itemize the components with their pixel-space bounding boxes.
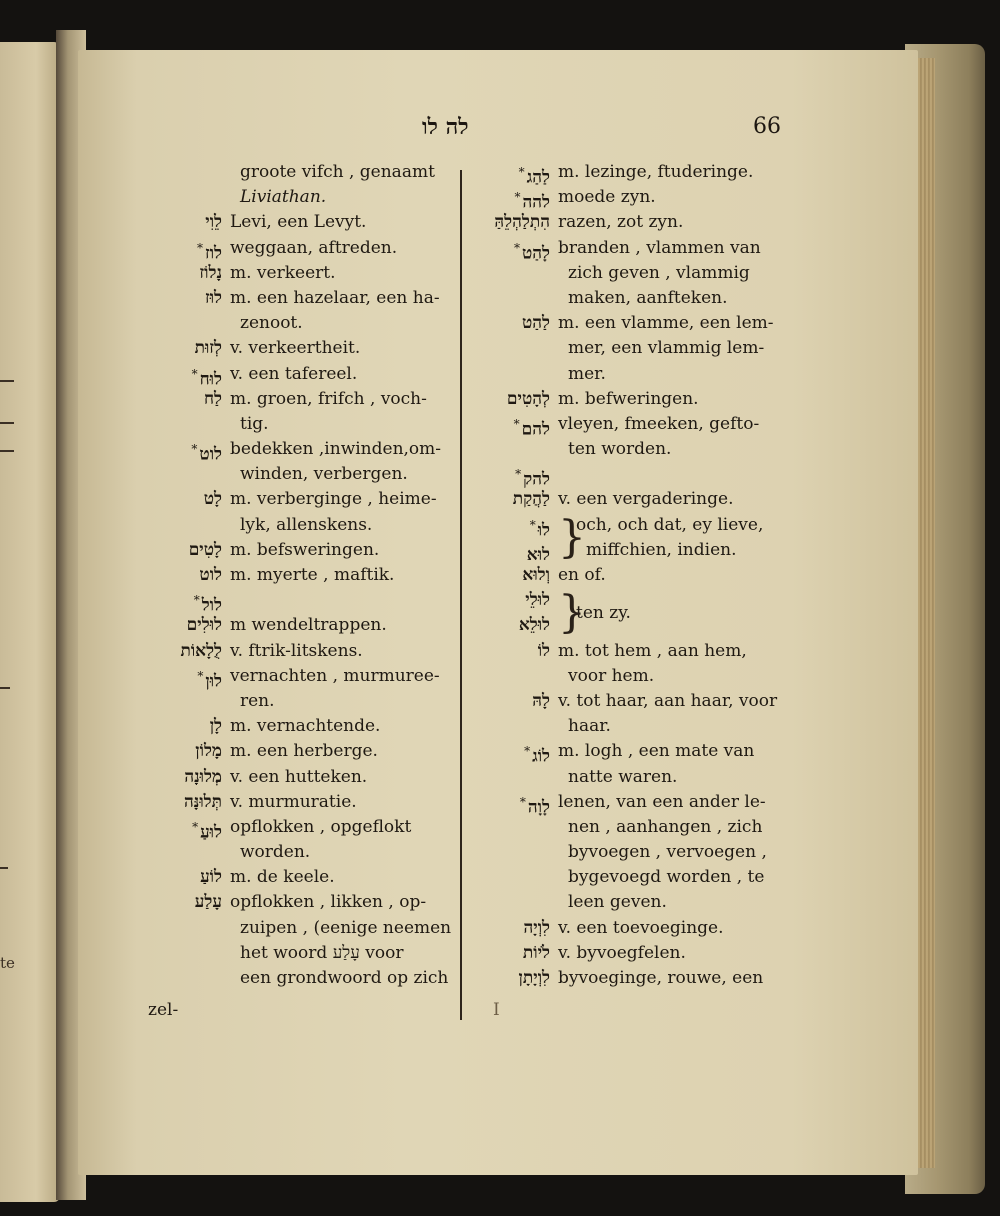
dictionary-entry [150, 613, 455, 638]
dictionary-headword: לָהּ [532, 690, 550, 711]
dictionary-entry [150, 538, 455, 563]
dictionary-headword: לוּא [526, 545, 550, 566]
entry-continuation [478, 336, 783, 361]
definition: v. ftrik-litskens. [230, 640, 363, 661]
definition: lyk, allenskens. [240, 514, 373, 535]
definition: lenen, van een ander le- [558, 791, 766, 812]
definition: v. byvoegfelen. [558, 942, 686, 963]
definition: v. murmuratie. [230, 791, 357, 812]
dictionary-headword: לָטִים [188, 539, 222, 560]
dictionary-entry [150, 487, 455, 512]
definition: zenoot. [240, 313, 303, 334]
definition: moede zyn. [558, 187, 656, 208]
dictionary-headword: לוּ [537, 520, 550, 541]
dictionary-entry [478, 639, 783, 664]
definition: v. een vergaderinge. [558, 489, 734, 510]
definition: en of. [558, 565, 606, 586]
dictionary-entry [478, 689, 783, 714]
definition: winden, verbergen. [240, 464, 408, 485]
dictionary-entry [478, 236, 783, 264]
definition: vleyen, fmeeken, gefto- [558, 413, 760, 434]
dictionary-entry [150, 664, 455, 692]
ink-fragment [0, 450, 14, 452]
definition: Liviathan. [240, 187, 327, 208]
bottom-mark: I [493, 1000, 500, 1020]
definition: m. een herberge. [230, 741, 378, 762]
dictionary-headword: לוז [204, 243, 222, 264]
definition: natte waren. [568, 766, 678, 787]
definition: m. een vlamme, een lem- [558, 313, 774, 334]
asterisk: * [515, 467, 522, 482]
entry-continuation [150, 941, 455, 966]
definition: groote vifch , genaamt [240, 162, 435, 182]
dictionary-headword: להה [522, 192, 550, 213]
asterisk: * [196, 240, 203, 255]
entry-continuation [478, 362, 783, 387]
definition: zich geven , vlammig [568, 262, 750, 283]
definition: m. myerte , maftik. [230, 565, 395, 585]
definition: miffchien, indien. [586, 539, 737, 560]
entry-continuation [150, 311, 455, 336]
dictionary-headword: תְּלוּנָּה [184, 791, 222, 812]
entry-continuation [150, 840, 455, 865]
definition: byvoegen , vervoegen , [568, 842, 767, 863]
dictionary-headword: להק [523, 469, 550, 490]
dictionary-headword: לוּעַ [200, 822, 222, 843]
curly-brace-icon: } [558, 587, 586, 639]
dictionary-headword: לוּלֵי [525, 590, 550, 611]
definition: branden , vlammen van [558, 237, 761, 258]
definition: nen , aanhangen , zich [568, 816, 763, 837]
dictionary-entry [150, 336, 455, 361]
asterisk: * [192, 819, 199, 834]
definition: ten zy. [576, 603, 631, 624]
definition: m. tot hem , aan hem, [558, 640, 747, 661]
entry-continuation [150, 916, 455, 941]
dictionary-headword: לָט [203, 489, 222, 510]
entry-continuation [150, 966, 455, 991]
asterisk: * [514, 240, 520, 255]
ink-fragment [0, 422, 14, 424]
dictionary-headword: לוּן [205, 671, 222, 692]
dictionary-headword: לַהֲקַת [512, 489, 550, 510]
definition: haar. [568, 716, 611, 737]
brace-group-2 [478, 588, 783, 638]
entry-continuation [478, 286, 783, 311]
page-number: 66 [753, 114, 781, 139]
asterisk: * [197, 668, 204, 683]
dictionary-headword: לִוְיָתָן [518, 968, 550, 989]
catchword: zel- [148, 1000, 179, 1020]
definition: weggaan, aftreden. [230, 237, 398, 258]
entry-continuation [150, 689, 455, 714]
definition: m. vernachtende. [230, 716, 381, 737]
definition [226, 588, 455, 613]
definition: ten worden. [568, 439, 672, 460]
definition: m. de keele. [230, 867, 335, 888]
dictionary-headword: לול [201, 595, 222, 616]
dictionary-entry [150, 588, 455, 616]
dictionary-headword: לֹיוֹת [522, 942, 550, 963]
definition: m. groen, frifch , voch- [230, 388, 427, 409]
definition: tig. [240, 413, 269, 434]
dictionary-headword: לוּז [204, 287, 222, 308]
dictionary-entry [150, 236, 455, 264]
definition: mer, een vlammig lem- [568, 338, 765, 359]
definition: voor hem. [568, 665, 655, 686]
dictionary-entry [478, 487, 783, 512]
entry-continuation [150, 412, 455, 437]
asterisk: * [513, 416, 520, 431]
definition: leen geven. [568, 892, 667, 913]
asterisk: * [191, 442, 198, 457]
definition: m. befsweringen. [230, 539, 380, 560]
definition: maken, aanfteken. [568, 287, 728, 308]
entry-continuation [150, 513, 455, 538]
dictionary-headword: לַהַט [522, 313, 550, 334]
left-page-edge [0, 42, 60, 1202]
dictionary-entry [150, 286, 455, 311]
dictionary-headword: לוט [199, 565, 222, 585]
dictionary-headword: לָוָה [527, 797, 550, 818]
dictionary-entry [478, 916, 783, 941]
dictionary-headword: לוּלֵא [518, 615, 550, 636]
dictionary-headword: לָהַט [522, 243, 550, 264]
definition: zuipen , (eenige neemen [240, 917, 452, 938]
dictionary-entry [478, 790, 783, 818]
definition: m. een hazelaar, een ha- [230, 287, 440, 308]
dictionary-headword: להם [521, 419, 550, 440]
dictionary-entry [150, 890, 455, 915]
definition: een grondwoord op zich [240, 968, 449, 988]
dictionary-entry [478, 941, 783, 966]
entry-continuation [150, 462, 455, 487]
dictionary-headword: לוֹ [537, 640, 550, 661]
dictionary-headword: לְהָטִים [506, 388, 550, 409]
dictionary-headword: מְלוּנָה [184, 766, 222, 787]
curly-brace-icon: } [558, 511, 586, 563]
definition: opflokken , likken , op- [230, 892, 427, 913]
entry-continuation [478, 890, 783, 915]
definition: m. verkeert. [230, 262, 336, 283]
definition: ren. [240, 690, 275, 711]
definition: vernachten , murmuree- [230, 665, 440, 686]
ink-fragment [0, 867, 8, 869]
dictionary-entry [150, 210, 455, 235]
definition: razen, zot zyn. [558, 212, 684, 233]
dictionary-entry [150, 387, 455, 412]
definition: v. een tafereel. [230, 363, 358, 384]
dictionary-entry [478, 412, 783, 440]
definition: v. verkeertheit. [230, 338, 361, 359]
dictionary-entry [150, 563, 455, 588]
definition: byvoeginge, rouwe, een [558, 968, 764, 989]
definition: v. een toevoeginge. [558, 917, 724, 938]
dictionary-entry [478, 966, 783, 991]
definition: m. logh , een mate van [558, 741, 755, 762]
dictionary-entry [478, 387, 783, 412]
dictionary-entry [150, 765, 455, 790]
definition: bygevoegd worden , te [568, 867, 765, 888]
asterisk: * [529, 517, 536, 532]
asterisk: * [514, 190, 521, 205]
dictionary-headword: וְלוּא [522, 565, 550, 586]
asterisk: * [193, 593, 200, 608]
dictionary-headword: עָלַע [194, 892, 222, 913]
column-divider [460, 170, 462, 1020]
definition: m. befweringen. [558, 388, 699, 409]
dictionary-entry [478, 185, 783, 213]
dictionary-entry [150, 790, 455, 815]
entry-continuation [150, 185, 455, 210]
definition: v. tot haar, aan haar, voor [558, 690, 778, 711]
dictionary-entry [150, 437, 455, 465]
ink-fragment [0, 687, 10, 689]
entry-continuation [478, 261, 783, 286]
entry-continuation [478, 714, 783, 739]
definition: bedekken ,inwinden,om- [230, 439, 442, 460]
ink-fragment [0, 380, 14, 382]
definition: m. verberginge , heime- [230, 489, 437, 510]
asterisk: * [524, 744, 531, 759]
dictionary-headword: לָן [209, 716, 222, 737]
left-column [150, 160, 455, 991]
dictionary-headword: לִוְיָה [523, 917, 550, 938]
dictionary-entry [150, 815, 455, 843]
entry-continuation [478, 840, 783, 865]
dictionary-headword: לוט [199, 444, 222, 465]
entry-continuation [478, 437, 783, 462]
dictionary-headword: לְזוּת [194, 338, 222, 359]
left-page-fragment: te [0, 954, 15, 972]
definition: m wendeltrappen. [230, 615, 387, 636]
dictionary-headword: לֻלָאוֹת [180, 640, 222, 661]
dictionary-headword: לוֹעַ [200, 867, 222, 888]
asterisk: * [191, 366, 198, 381]
dictionary-headword: לוּח [199, 369, 222, 390]
definition: v. een hutteken. [230, 766, 368, 787]
entry-continuation [478, 815, 783, 840]
right-column [478, 160, 783, 991]
dictionary-headword: לוֹג [532, 747, 550, 767]
entry-continuation [150, 160, 455, 185]
dictionary-entry [478, 462, 783, 490]
dictionary-headword: נָלוֹז [199, 262, 222, 283]
dictionary-entry [478, 210, 783, 235]
dictionary-entry [478, 160, 783, 188]
dictionary-entry [150, 639, 455, 664]
dictionary-entry [478, 739, 783, 767]
definition: mer. [568, 363, 606, 384]
dictionary-headword: לוּלִים [186, 615, 222, 636]
definition [554, 462, 783, 487]
definition: och, och dat, ey lieve, [576, 514, 764, 535]
asterisk: * [519, 794, 526, 809]
definition: Levi, een Levyt. [230, 212, 367, 233]
definition: m. lezinge, ftuderinge. [558, 162, 754, 182]
dictionary-headword: הִתְלַהְלֵהַּ [494, 212, 550, 233]
asterisk: * [518, 165, 525, 179]
dictionary-entry [478, 311, 783, 336]
dictionary-entry [150, 865, 455, 890]
dictionary-entry [150, 261, 455, 286]
dictionary-headword: לֵוִי [205, 212, 222, 233]
dictionary-headword: מָלוֹן [195, 741, 222, 762]
brace-group-1 [478, 511, 783, 566]
dictionary-entry [150, 714, 455, 739]
definition: het woord עָלַע voor [240, 942, 404, 963]
entry-continuation [478, 765, 783, 790]
running-head-hebrew: לה לו [422, 114, 469, 140]
definition: worden. [240, 842, 311, 863]
entry-continuation [478, 664, 783, 689]
entry-continuation [478, 865, 783, 890]
dictionary-entry [150, 739, 455, 764]
dictionary-headword: לַח [203, 388, 222, 409]
definition: opflokken , opgeflokt [230, 816, 412, 837]
dictionary-headword: לַהַג [526, 167, 550, 188]
dictionary-entry [150, 362, 455, 390]
